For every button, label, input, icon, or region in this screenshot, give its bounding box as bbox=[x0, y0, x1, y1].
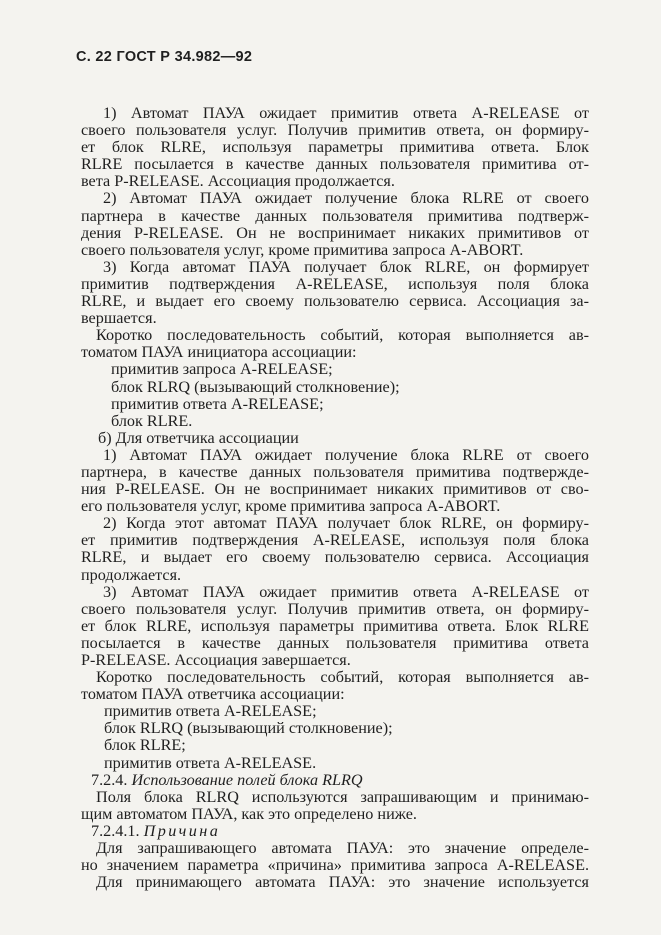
line-text: блок RLRQ (вызывающий столкновение); bbox=[104, 719, 393, 738]
page-header: С. 22 ГОСТ Р 34.982—92 bbox=[76, 49, 253, 65]
text-line bbox=[81, 669, 589, 686]
line-text: 3) Автомат ПАУА ожидает примитив ответа A-RELEASE от bbox=[103, 582, 589, 601]
text-line bbox=[81, 755, 589, 772]
line-text: вета P-RELEASE. Ассоциация продолжается. bbox=[81, 172, 395, 191]
text-line bbox=[81, 737, 589, 754]
line-text: Поля блока RLRQ используются запрашивающим и принимаю- bbox=[96, 787, 589, 806]
text-line bbox=[81, 396, 589, 413]
text-line bbox=[81, 310, 589, 327]
text-line bbox=[81, 686, 589, 703]
text-line bbox=[81, 652, 589, 669]
line-text: RLRE, и выдает его своему пользователю сервиса. Ассоциация за- bbox=[81, 292, 589, 311]
text-line bbox=[81, 515, 589, 532]
line-text: 2) Когда этот автомат ПАУА получает блок RLRE, он формиру- bbox=[103, 514, 589, 533]
text-line bbox=[81, 532, 589, 549]
text-line bbox=[81, 293, 589, 310]
text-line bbox=[81, 379, 589, 396]
line-text: вершается. bbox=[81, 309, 157, 328]
line-text: продолжается. bbox=[81, 565, 182, 584]
text-line bbox=[81, 874, 589, 891]
line-text: томатом ПАУА инициатора ассоциации: bbox=[81, 343, 357, 362]
line-text: примитив ответа A-RELEASE; bbox=[104, 702, 317, 721]
text-line bbox=[81, 447, 589, 464]
line-text: томатом ПАУА ответчика ассоциации: bbox=[81, 685, 345, 704]
line-text: RLRE, и выдает его своему пользователю сервиса. Ассоциация bbox=[81, 548, 589, 567]
text-line bbox=[81, 772, 589, 789]
line-text: Коротко последовательность событий, которая выполняется ав- bbox=[96, 326, 589, 345]
text-line bbox=[81, 173, 589, 190]
line-text: ет блок RLRE, используя параметры примитива ответа. Блок bbox=[81, 138, 589, 157]
text-line bbox=[81, 857, 589, 874]
line-text: ет блок RLRE, используя параметры примитива ответа. Блок RLRE bbox=[81, 616, 589, 635]
document-body bbox=[81, 105, 589, 891]
text-line bbox=[81, 259, 589, 276]
text-line bbox=[81, 327, 589, 344]
text-line bbox=[81, 344, 589, 361]
text-line bbox=[81, 208, 589, 225]
text-line bbox=[81, 413, 589, 430]
text-line bbox=[81, 156, 589, 173]
text-line bbox=[81, 105, 589, 122]
line-text: своего пользователя услуг. Получив примитив ответа, он формиру- bbox=[81, 121, 589, 140]
text-line bbox=[81, 139, 589, 156]
text-line bbox=[81, 498, 589, 515]
text-line bbox=[81, 190, 589, 207]
line-text: P-RELEASE. Ассоциация завершается. bbox=[81, 651, 351, 669]
text-line bbox=[81, 635, 589, 652]
line-text: Для принимающего автомата ПАУА: это значение используется bbox=[96, 873, 589, 892]
line-text: примитив ответа A-RELEASE. bbox=[104, 753, 317, 772]
text-line bbox=[81, 840, 589, 857]
text-line bbox=[81, 823, 589, 840]
line-text: 1) Автомат ПАУА ожидает получение блока RLRE от своего bbox=[103, 445, 589, 464]
text-line bbox=[81, 703, 589, 720]
line-text: б) Для ответчика ассоциации bbox=[98, 428, 299, 447]
line-text: блок RLRQ (вызывающий столкновение); bbox=[111, 377, 400, 396]
text-line bbox=[81, 122, 589, 139]
line-text: ет примитив подтверждения A-RELEASE, используя поля блока bbox=[81, 531, 589, 550]
text-line bbox=[81, 481, 589, 498]
line-text: посылается в качестве данных пользователя примитива ответа bbox=[81, 633, 589, 652]
text-line bbox=[81, 464, 589, 481]
line-text: Для запрашивающего автомата ПАУА: это значение определе- bbox=[96, 839, 589, 858]
line-text: примитив ответа A-RELEASE; bbox=[111, 394, 324, 413]
text-line bbox=[81, 806, 589, 823]
text-line bbox=[81, 225, 589, 242]
text-line bbox=[81, 242, 589, 259]
line-text: его пользователя услуг, кроме примитива запроса A-ABORT. bbox=[81, 497, 501, 516]
text-line bbox=[81, 789, 589, 806]
section-title: Использование полей блока RLRQ bbox=[131, 770, 363, 789]
text-line bbox=[81, 584, 589, 601]
text-line bbox=[81, 430, 589, 447]
section-title: Причина bbox=[143, 821, 221, 840]
line-text: блок RLRE; bbox=[104, 736, 186, 755]
text-line bbox=[81, 361, 589, 378]
line-text: Коротко последовательность событий, которая выполняется ав- bbox=[96, 668, 589, 687]
text-line bbox=[81, 549, 589, 566]
line-text: своего пользователя услуг, кроме примитива запроса A-ABORT. bbox=[81, 240, 524, 259]
line-text: 7.2.4.1. bbox=[91, 821, 144, 840]
line-text: блок RLRE. bbox=[111, 411, 193, 430]
line-text: ния P-RELEASE. Он не воспринимает никаких примитивов от сво- bbox=[81, 480, 589, 499]
line-text: 7.2.4. bbox=[91, 770, 132, 789]
line-text: но значением параметра «причина» примитива запроса A-RELEASE. bbox=[81, 856, 589, 875]
line-text: партнера, в качестве данных пользователя примитива подтвержде- bbox=[81, 462, 589, 481]
text-line bbox=[81, 567, 589, 584]
text-line bbox=[81, 276, 589, 293]
line-text: щим автоматом ПАУА, как это определено ниже. bbox=[81, 804, 417, 823]
text-line bbox=[81, 618, 589, 635]
line-text: RLRE посылается в качестве данных пользователя примитива от- bbox=[81, 155, 589, 174]
line-text: партнера в качестве данных пользователя примитива подтверж- bbox=[81, 206, 589, 225]
line-text: 3) Когда автомат ПАУА получает блок RLRE, он формирует bbox=[103, 257, 589, 276]
line-text: примитив запроса A-RELEASE; bbox=[111, 360, 333, 379]
line-text: 2) Автомат ПАУА ожидает получение блока RLRE от своего bbox=[103, 189, 589, 208]
text-line bbox=[81, 720, 589, 737]
line-text: 1) Автомат ПАУА ожидает примитив ответа A-RELEASE от bbox=[103, 104, 589, 122]
text-line bbox=[81, 601, 589, 618]
line-text: дения P-RELEASE. Он не воспринимает никаких примитивов от bbox=[81, 223, 589, 242]
line-text: своего пользователя услуг. Получив примитив ответа, он формиру- bbox=[81, 599, 589, 618]
line-text: примитив подтверждения A-RELEASE, используя поля блока bbox=[81, 274, 589, 293]
